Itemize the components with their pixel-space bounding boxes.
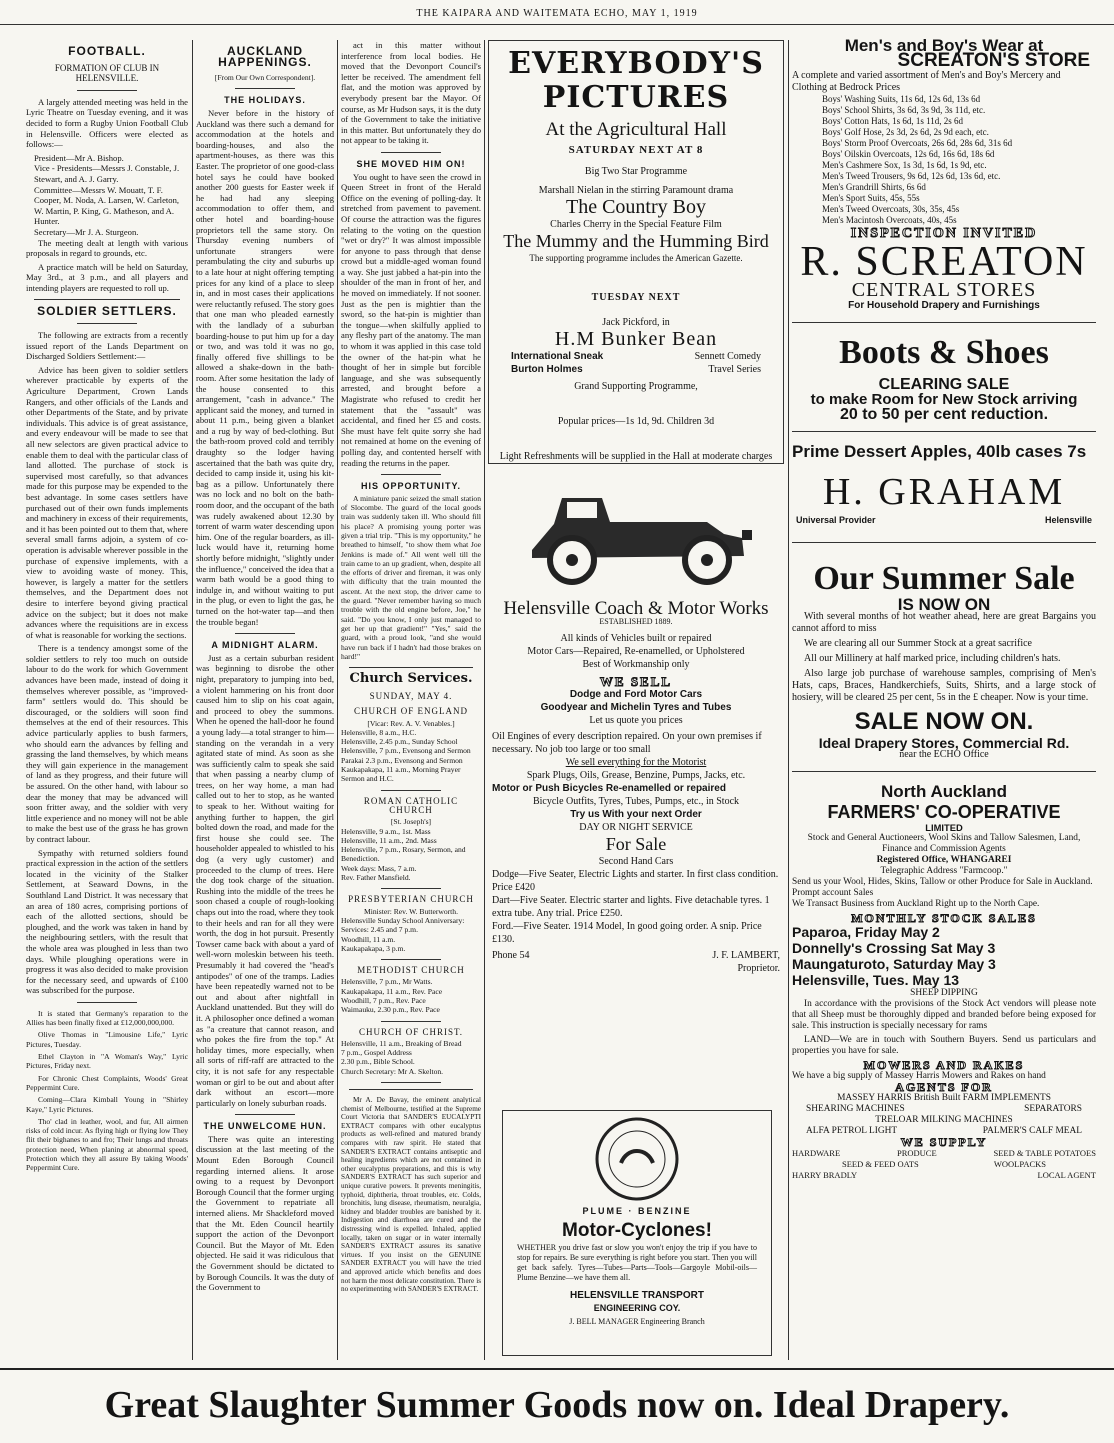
column-three — [341, 40, 481, 1297]
screaton-item: Men's Tweed Trousers, 9s 6d, 12s 6d, 13s 6d, etc. — [822, 171, 1001, 181]
farmers-send: Send us your Wool, Hides, Skins, Tallow or other Produce for Sale in Auckland. Prompt account Sales — [792, 877, 1093, 898]
farmers-land: LAND—We are in touch with Southern Buyers. Send us particulars and properties you have for sale. — [792, 1035, 1096, 1056]
note: For Chronic Chest Complaints, Woods' Great Peppermint Cure. — [26, 1073, 188, 1092]
coach-bikes: Motor or Push Bicycles Re-enamelled or repaired — [492, 783, 726, 794]
divider — [349, 1089, 473, 1090]
church-line: Helensville, 2.45 p.m., Sunday School — [341, 737, 458, 747]
plume-logo — [577, 1117, 697, 1201]
football-heading: FOOTBALL. — [68, 44, 146, 58]
divider — [235, 88, 295, 89]
motor-car-illustration — [492, 468, 780, 598]
church-line: Helensville, 9 a.m., 1st. Mass — [341, 826, 431, 836]
summer-ideal: Ideal Drapery Stores, Commercial Rd. — [818, 735, 1070, 751]
screaton-title1: Men's and Boy's Wear at — [844, 36, 1044, 55]
hun-para: There was quite an interesting discussion at the last meeting of the Mount Eden Borough Council regarding interned aliens. It arose owing to a request by Devonport Borough Council that the former urging the Government to repatriate all interned aliens. Mr Shackleford moved that the Mt. Eden Council heartily support the action of the Devonport Council. But the Mayor of Mt. Eden objected. He said it was ridiculous that the Government should be dictated to by Borough Councils. It was the duty of the Government to — [196, 1133, 334, 1293]
holidays-para: Never before in the history of Auckland was there such a demand for accommodation at the hotels and boarding-houses, and also the apartment-houses, as there was this Easter. The proprietor of one good-class hotel says he could have booked another 200 guests for Easter week if he had had any sleeping accommodation to offer them, and other hotel and boarding-house proprietors tell the same story. On Thursday evening numbers of unfortunate strangers were perambulating the city and suburbs up to a late hour at night offering tempting prices for any kind of a place to sleep in, and in most cases their applications were reluctantly refused. The story goes that one man who pleaded earnestly with the landlady of a suburban boarding-house to put him up for a day or two, and was told it was no go, finally offered five shillings to be allowed a shake-down in the bath-room. After some hesitation the lady of the house consented to this arrangement, "cash in advance." The applicant said the money, and turned in about 11 p.m., being given a blanket and a rug by way of bed-clothing. But the bath-room proved cold and terribly draughty so the lodger having ascertained that the bath was quite dry, decided to camp inside it, using his kit-bag as a pillow. Unfortunately there was no lock and no bolt on the bath-room door, and the occupant of the bath was rudely awakened about 12.30 by torrent of warm water descending upon him. One of the regular boarders, as ill-luck would have it, returning home shortly before midnight, "slightly under the influence," conceived the idea that a warm bath would be a good thing to indulge in, and without waiting to put in the plug, or even to light the gas, he turned on the hot-water tap—and then the trouble began! — [196, 108, 334, 627]
farmers-transact: We Transact Business from Auckland Right up to the North Cape. — [792, 899, 1040, 909]
farmers-dip-text: In accordance with the provisions of the Stock Act vendors will please note that all Sheep must be thoroughly dipped and branded before being exposed for sale. This instruction is specially necessary for rams — [792, 999, 1096, 1031]
church-line: Kaukapakapa, 11 a.m., Morning Prayer Sermon and H.C. — [341, 765, 461, 784]
football-para: Committee—Messrs W. Mouatt, T. F. Cooper, M. Noda, A. Larsen, W. Carleton, W. Martin, P. King, G. Matheson, and A. Hunter. — [34, 184, 180, 227]
coach-plugs: Spark Plugs, Oils, Grease, Benzine, Pumps, Jacks, etc. — [526, 770, 746, 781]
screaton-name: R. SCREATON — [800, 239, 1088, 285]
divider — [77, 90, 137, 91]
pictures-film2: The Mummy and the Humming Bird — [503, 231, 769, 251]
pictures-extra: International Sneak — [511, 351, 604, 362]
plume-co: HELENSVILLE TRANSPORT — [570, 1290, 704, 1301]
coach-dodge: Dodge and Ford Motor Cars — [569, 689, 703, 700]
farmers-monthly: MONTHLY STOCK SALES — [851, 911, 1037, 925]
farmers-ag: SEPARATORS — [1024, 1104, 1082, 1114]
farmers-t1: North Auckland — [881, 782, 1007, 801]
midnight-heading: A MIDNIGHT ALARM. — [211, 640, 319, 651]
church-section-heading: CHURCH OF CHRIST. — [358, 1026, 464, 1037]
church-line: Helensville, 7 p.m., Mr Watts. — [341, 977, 433, 987]
moved-para: You ought to have seen the crowd in Queen Street in front of the Herald Office on the evening of polling-day. It stretched from pavement to pavement. Of course the attraction was the figures relating to the voting on the question "wet or dry?" It was almost impossible for anyone to pass through that dense crowd but a middle-aged woman found a way. She just jabbed a hat-pin into the shoulder of the man in front of her, and he moved on immediately. If not sooner. Just as the pen is mightier than the sword, so the hat-pin is mightier than the tongue—when skilfully applied to any fleshy part of the anatomy. The man to whom it was applied in this case told the owner of the hat-pin what he thought of her in simple but forcible language, and she was subsequently arrested, and brought before a Magistrate who refused to credit her statement that the "assault" was accidental, and fined her £5 and costs. She must have felt quite sorry she had not remained at home on the evening of polling day, and contented herself with reading the returns in the paper. — [341, 171, 481, 468]
pictures-when: SATURDAY NEXT AT 8 — [568, 144, 704, 156]
coach-sale: For Sale — [605, 834, 667, 854]
plume-co2: ENGINEERING COY. — [593, 1303, 681, 1313]
farmers-ag: SHEARING MACHINES — [806, 1104, 905, 1114]
graham-town: Helensville — [1044, 515, 1092, 525]
farmers-supply-item: SEED & TABLE POTATOES — [993, 1148, 1096, 1158]
plume-text: WHETHER you drive fast or slow you won't enjoy the trip if you have to stop for repairs. Be sure everything is right before you start. Then you will get back safely. Tyres—Tubes—Parts—Tools—Gargoyle Mobil-oils—Plume Benzine—we have them all. — [517, 1243, 757, 1282]
column-auckland — [196, 40, 334, 1296]
farmers-ad — [792, 782, 1096, 1181]
bottom-banner: Great Slaughter Summer Goods now on. Ideal Drapery. — [104, 1384, 1010, 1426]
screaton-invite: INSPECTION INVITED — [850, 226, 1038, 241]
screaton-intro: A complete and varied assortment of Men's and Boy's Mercery and Clothing at Bedrock Prices — [792, 70, 1061, 93]
farmers-sale-date: Helensville, Tues. May 13 — [792, 972, 960, 988]
church-section-sub: Minister: Rev. W. Butterworth. — [363, 906, 458, 916]
note: Ethel Clayton in "A Woman's Way," Lyric Pictures, Friday next. — [26, 1052, 188, 1071]
coach-line: Best of Workmanship only — [582, 659, 690, 670]
pictures-venue: At the Agricultural Hall — [545, 119, 727, 140]
farmers-ag: ALFA PETROL LIGHT — [806, 1126, 898, 1136]
screaton-items — [792, 94, 1096, 226]
divider — [792, 771, 1096, 772]
column-football — [26, 40, 188, 1176]
farmers-ag: MASSEY HARRIS British Built FARM IMPLEMENTS — [837, 1093, 1051, 1103]
graham-apples: Prime Dessert Apples, 40lb cases 7s — [792, 442, 1087, 461]
column-rule — [192, 40, 193, 1360]
divider — [381, 152, 441, 153]
summer-para: We are clearing all our Summer Stock at a great sacrifice — [804, 638, 1032, 649]
farmers-tele: Telegraphic Address "Farmcoop." — [880, 866, 1008, 876]
screaton-item: Boys' Oilskin Overcoats, 12s 6d, 16s 6d, 18s 6d — [822, 149, 995, 159]
graham-room: to make Room for New Stock arriving — [810, 391, 1078, 408]
soldier-para: There is a tendency amongst some of the soldier settlers to rely too much on outside labour to do the work for which Government advances have been made, instead of doing it themselves wherever possible, as "improved-farm" settlers would do. This should be discouraged, or the soldiers will soon find themselves at the end of their resources. This advice particularly applies to bush farmers, who should earn the advances by felling and grassing the land themselves, by which means they will gain experience in the management of land as they progress, and their future will be assured. On the other hand, with labour so dear the money that may be advanced will soon fritter away, and the soldier with very little experience and no money will not be able to make the best use of the grass he has grown by contract labour. — [26, 643, 188, 844]
screaton-item: Men's Cashmere Sox, 1s 3d, 1s 6d, 1s 9d, etc. — [822, 160, 987, 170]
football-para: The meeting dealt at length with various proposals in regard to grounds, etc. — [26, 237, 188, 259]
plume-logo-text: PLUME · BENZINE — [582, 1206, 692, 1216]
screaton-item: Boys' Washing Suits, 11s 6d, 12s 6d, 13s 6d — [822, 94, 981, 104]
screaton-tag: For Household Drapery and Furnishings — [848, 300, 1040, 311]
church-line: Helensville, 7 p.m., Evensong and Sermon — [341, 746, 471, 756]
divider — [792, 322, 1096, 323]
column-rule — [788, 40, 789, 1360]
church-section-sub: [St. Joseph's] — [390, 817, 432, 827]
pictures-star3: Jack Pickford, in — [602, 317, 670, 328]
church-section-heading: ROMAN CATHOLIC CHURCH — [363, 795, 459, 815]
farmers-ag: PALMER'S CALF MEAL — [982, 1126, 1082, 1136]
coach-oil: Oil Engines of every description repaired. On your own premises if necessary. No job too large or too small — [492, 731, 762, 755]
divider — [381, 1021, 441, 1022]
screaton-item: Men's Tweed Overcoats, 30s, 35s, 45s — [822, 204, 960, 214]
church-line: Woodhill, 7 p.m., Rev. Pace — [341, 996, 426, 1005]
farmers-ag: TRELOAR MILKING MACHINES — [875, 1115, 1013, 1125]
divider — [235, 633, 295, 634]
pictures-film1: The Country Boy — [566, 196, 706, 218]
divider — [792, 542, 1096, 543]
screaton-store: CENTRAL STORES — [851, 279, 1037, 301]
farmers-desc: Stock and General Auctioneers, Wool Skins and Tallow Salesmen, Land, Finance and Commission Agents — [807, 833, 1081, 854]
graham-clearing: CLEARING SALE — [878, 376, 1010, 393]
sanders-ad: Mr A. De Bavay, the eminent analytical chemist of Melbourne, testified at the Supreme Court Victoria that SANDER'S EUCALYPTI EXTRACT compares with other eucalyptus products as well-refined and matured brandy compares with raw spirit. He stated that SANDER'S EXTRACT contains antiseptic and healing ingredients which are not contained in other eucalyptus preparations, and this is why SANDER'S EXTRACT has such superior and unique curative powers. It prevents meningitis, typhoid, diphtheria, throat troubles, etc. Colds, bronchitis, lung disease, rheumatism, neuralgia, kidney and bladder troubles are banished by it. Indigestion and diarrhoea are cured and the distressing wind is expelled. Inhaled, applied locally, taken on sugar or in water internally SANDER'S EXTRACT assures its sanative virtues. If you insist on the GENUINE SANDER EXTRACT you will have the tried and approved article which benefits and does not harm the most delicate constitution. There is no experimenting with SANDER'S EXTRACT. — [341, 1096, 481, 1294]
soldier-para: Sympathy with returned soldiers found practical expression in the action of the settlers located in the vicinity of the Stalker Settlement, at Seaward Downs, in the Southland Land District. It was necessary that an area of 180 acres, comprising portions of each of the allotted sections, should be ploughed, and the work was taken in hand by the neighbouring settlers, with the result that the whole area was ploughed in less than two days. While ploughing operations were in progress it was also decided to make provision for the necessary seed, and upwards of £100 was subscribed for the purpose. — [26, 847, 188, 996]
farmers-supply-item: HARDWARE — [792, 1148, 841, 1158]
soldier-heading: SOLDIER SETTLERS. — [37, 304, 177, 319]
pictures-extra: Burton Holmes — [511, 364, 583, 375]
coach-car: Ford.—Five Seater. 1914 Model, In good going order. A snip. Price £130. — [492, 921, 762, 945]
farmers-supply-item: PRODUCE — [897, 1148, 937, 1158]
church-line: Woodhill, 11 a.m. — [341, 934, 396, 944]
masthead: THE KAIPARA AND WAITEMATA ECHO, MAY 1, 1919 — [416, 8, 698, 19]
divider — [381, 959, 441, 960]
football-subheading: FORMATION OF CLUB IN HELENSVILLE. — [54, 62, 160, 84]
banner-rule — [0, 1368, 1114, 1370]
coach-phone: Phone 54 — [492, 950, 530, 961]
screaton-item: Men's Sport Suits, 45s, 55s — [822, 193, 920, 203]
summer-para: All our Millinery at half marked price, including children's hats. — [804, 653, 1061, 664]
coach-tyres: Goodyear and Michelin Tyres and Tubes — [540, 702, 732, 713]
screaton-item: Men's Grandrill Shirts, 6s 6d — [822, 182, 926, 192]
summer-near: near the ECHO Office — [899, 749, 989, 760]
farmers-sale-date: Donnelly's Crossing Sat May 3 — [792, 940, 996, 956]
church-line: Waimauku, 2.30 p.m., Rev. Pace — [341, 1005, 440, 1015]
church-section-sub: [Vicar: Rev. A. V. Venables.] — [367, 718, 455, 728]
graham-pct: 20 to 50 per cent reduction. — [839, 406, 1049, 423]
screaton-ad — [792, 36, 1096, 312]
coach-title: Helensville Coach & Motor Works — [503, 598, 769, 619]
divider — [381, 790, 441, 791]
divider — [792, 431, 1096, 432]
screaton-item: Boys' Storm Proof Overcoats, 26s 6d, 28s 6d, 31s 6d — [822, 138, 1013, 148]
farmers-mowers-text: We have a big supply of Massey Harris Mowers and Rakes on hand — [792, 1071, 1046, 1081]
church-list — [341, 707, 481, 1083]
pictures-ad — [488, 40, 784, 464]
church-line: Helensville, 7 p.m., Rosary, Sermon, and Benediction. — [341, 845, 466, 864]
coach-day: DAY OR NIGHT SERVICE — [579, 822, 693, 833]
pictures-prices: Popular prices—1s 1d, 9d. Children 3d — [557, 416, 715, 427]
farmers-supply: WE SUPPLY — [900, 1135, 988, 1149]
masthead-rule — [0, 24, 1114, 25]
soldier-para: The following are extracts from a recently issued report of the Lands Department on Discharged Soldiers Settlement:— — [26, 330, 188, 362]
summer-title: Our Summer Sale — [813, 560, 1075, 597]
football-para: Secretary—Mr J. A. Sturgeon. — [34, 226, 139, 237]
football-para: Vice - Presidents—Messrs J. Constable, J. Stewart, and A. J. Garry. — [34, 163, 180, 184]
church-section-heading: PRESBYTERIAN CHURCH — [348, 894, 474, 905]
divider — [77, 323, 137, 324]
note: Coming—Clara Kimball Young in "Shirley Kaye," Lyric Pictures. — [26, 1095, 188, 1114]
graham-prov: Universal Provider — [796, 515, 876, 525]
pictures-grand: Grand Supporting Programme, — [574, 381, 698, 392]
coach-est: ESTABLISHED 1889. — [599, 617, 673, 626]
coach-ad — [488, 464, 784, 975]
divider — [34, 299, 180, 300]
screaton-item: Boys' Cotton Hats, 1s 6d, 1s 11d, 2s 6d — [822, 116, 964, 126]
divider — [77, 1002, 137, 1003]
farmers-office: Registered Office, WHANGAREI — [876, 855, 1012, 865]
church-line: 2.30 p.m., Bible School. — [341, 1057, 415, 1067]
note: Olive Thomas in "Limousine Life," Lyric Pictures, Tuesday. — [26, 1030, 188, 1049]
coach-car: Dodge—Five Seater, Electric Lights and starter. In first class condition. Price £420 — [492, 869, 779, 893]
auckland-heading: AUCKLAND HAPPENINGS. — [218, 44, 312, 69]
opportunity-heading: HIS OPPORTUNITY. — [360, 481, 461, 492]
pictures-film3: H.M Bunker Bean — [554, 328, 718, 350]
summer-para: With several months of hot weather ahead, here are great Bargains you cannot afford to miss — [792, 611, 1096, 634]
church-line: Kaukapakapa, 3 p.m. — [341, 943, 406, 953]
screaton-item: Boys' Golf Hose, 2s 3d, 2s 6d, 2s 9d each, etc. — [822, 127, 989, 137]
moved-heading: SHE MOVED HIM ON! — [356, 158, 466, 169]
plume-ad — [502, 1110, 772, 1356]
soldier-para: Advice has been given to soldier settlers wherever practicable by experts of the Agriculture Department, Crown Lands Rangers, and other officials of the Lands and other Departments of the State, and by private individuals. This advice is of great assistance, and every endeavour will be made to see that all new selectors are given practical advice to enable them to deal with the particular class of land allotted. The purchase of stock is supervised most carefully, so that advances made for this purpose may be expended to the best advantage. In some cases settlers have purchased out of their own funds implements and machinery in excess of their requirements, and it has been pointed out to them that, where several small farms adjoin, a system of co-operation is advisable wherever possible in the purchase of expensive implements, with a view to avoiding waste of money. This, however, is largely a matter for the settlers themselves, and the Department does not desire to interfere beyond giving practical advice on the subject; but it does not make advances where the requisitions are in excess of what is reasonable for working the sections. — [26, 364, 188, 640]
coach-car: Dart—Five Seater. Electric starter and lights. Five detachable tyres. 1 extra tube. Any trial. Price £250. — [492, 895, 770, 919]
hun-continued: act in this matter without interference from local bodies. He moved that the Devonport Council's letter be received. The amendment fell flat, and the motion was approved by everybody present bar the Mayor. Of course, as Mr Hudson says, it is the duty of the Government to take the initiative in this matter. But unfortunately they do not appear to be taking it. — [341, 40, 481, 146]
pictures-star1: Marshall Nielan in the stirring Paramount drama — [538, 185, 734, 196]
football-para: A practice match will be held on Saturday, May 3rd., at 3 p.m., and all players and intending players are requested to roll up. — [26, 261, 188, 293]
coach-outfits: Bicycle Outfits, Tyres, Tubes, Pumps, etc., in Stock — [532, 796, 740, 807]
summer-sale: SALE NOW ON. — [854, 708, 1034, 735]
summer-ad — [792, 559, 1096, 761]
summer-now: IS NOW ON — [897, 595, 991, 614]
pictures-tues: TUESDAY NEXT — [591, 292, 681, 303]
screaton-title2: SCREATON'S STORE — [897, 50, 1090, 71]
church-line: 7 p.m., Gospel Address — [341, 1048, 412, 1058]
coach-prop: J. F. LAMBERT, — [712, 950, 780, 961]
screaton-item: Boys' School Shirts, 3s 6d, 3s 9d, 3s 11d, etc. — [822, 105, 986, 115]
auckland-byline: [From Our Own Correspondent]. — [214, 73, 316, 83]
coach-try: Try us With your next Order — [570, 809, 702, 820]
church-line: Helensville, 8 a.m., H.C. — [341, 727, 417, 737]
church-line: Rev. Father Mansfield. — [341, 873, 411, 883]
coach-sell: WE SELL — [599, 674, 673, 689]
hun-heading: THE UNWELCOME HUN. — [203, 1121, 327, 1132]
screaton-item: Men's Macintosh Overcoats, 40s, 45s — [822, 215, 957, 225]
farmers-t2: FARMERS' CO-OPERATIVE — [827, 802, 1061, 822]
plume-title: Motor-Cyclones! — [562, 1220, 712, 1241]
plume-mgr: J. BELL MANAGER Engineering Branch — [569, 1317, 705, 1326]
football-para: A largely attended meeting was held in the Lyric Theatre on Tuesday evening, and it was decided to form a Rugby Union Football Club in Helensville. Officers were elected as follows:— — [26, 96, 188, 150]
church-section-heading: CHURCH OF ENGLAND — [353, 706, 468, 717]
coach-second: Second Hand Cars — [598, 856, 674, 867]
pictures-support: The supporting programme includes the American Gazette. — [529, 253, 743, 263]
divider — [235, 1114, 295, 1115]
farmers-ltd: LIMITED — [925, 822, 963, 833]
farmers-sale-date: Maungaturoto, Saturday May 3 — [792, 956, 996, 972]
note: It is stated that Germany's reparation to the Allies has been finally fixed at £12,000,000,000. — [26, 1008, 188, 1028]
coach-line: All kinds of Vehicles built or repaired — [560, 633, 712, 644]
graham-ad — [792, 333, 1096, 526]
divider — [381, 888, 441, 889]
column-rule — [484, 40, 485, 1360]
divider — [349, 667, 473, 668]
church-date: SUNDAY, MAY 4. — [369, 690, 453, 701]
coach-quote: Let us quote you prices — [589, 715, 683, 726]
column-ads-middle — [488, 40, 784, 1326]
coach-proptitle: Proprietor. — [737, 963, 780, 974]
pictures-star2: Charles Cherry in the Special Feature Film — [550, 219, 722, 230]
farmers-sale-date: Paparoa, Friday May 2 — [792, 924, 940, 940]
church-line: Church Secretary: Mr A. Skelton. — [341, 1066, 444, 1076]
farmers-mowers: MOWERS AND RAKES — [863, 1058, 1025, 1072]
poem: Tho' clad in leather, wool, and fur, All airmen risks of cold incur. As flying high or flying low They flit their bighanes to and fro; Their lungs and throats protection need, When planing at abnormal speed, Protection which they all assure By taking Woods' Peppermint Cure. — [26, 1116, 188, 1173]
pictures-extra: Travel Series — [708, 364, 761, 375]
graham-boots: Boots & Shoes — [839, 334, 1049, 371]
church-line: Helensville Sunday School Anniversary: Services: 2.45 and 7 p.m. — [341, 915, 465, 935]
pictures-prog: Big Two Star Programme — [584, 166, 688, 177]
column-ads-right — [792, 36, 1096, 1181]
farmers-agent: HARRY BRADLY — [792, 1170, 858, 1180]
divider — [381, 474, 441, 475]
coach-line: Motor Cars—Repaired, Re-enamelled, or Upholstered — [527, 646, 745, 657]
church-line: Parakai 2.3 p.m., Evensong and Sermon — [341, 755, 463, 765]
church-line: Kaukapakapa, 11 a.m., Rev. Pace — [341, 986, 443, 996]
church-section-heading: METHODIST CHURCH — [357, 965, 465, 976]
column-rule — [337, 40, 338, 1360]
midnight-para: Just as a certain suburban resident was beginning to disrobe the other night, preparatory to jumping into bed, a violent hammering on his front door caused him to slip on his coat again, and proceed to obey the summons. When he opened the hall-door he found a young lady—a total stranger to him—standing on the verandah in a very agitated state of mind. As soon as she was sufficiently calm to speak she said that when passing a nearby clump of trees, on her way home, a man had called out to her to stop, as he wanted to speak to her. Without waiting for anything further to happen, the girl bolted down the road, and made for the first house she could see. The householder appealed to whistled to his dog (a very ugly customer) and proceeded to the clump of trees. Here the dog took charge of the situation. Rushing into the middle of the trees he soon chased a couple of rough-looking chaps out into the road, where they took to their heels and ran for all they were worth, the dog in hot pursuit. Presently Towser came back with about a yard of well-worn moleskin between his teeth. Presumably it had covered the "head's antipodes" of one of the tramps. Ladies have been repeatedly warned not to be out and about after nightfall in Auckland unattended. But they will do it. A philosopher once defined a woman as "a creature that cannot reason, and who pokes the fire from the top." At holiday times, more especially, when all sorts of riff-raff are attracted to the city, it is not safe for any respectable woman or girl to be out and about after dark without an escort—more particularly on lonely suburban roads. — [196, 652, 334, 1108]
coach-motorist: We sell everything for the Motorist — [565, 757, 707, 768]
church-heading: Church Services. — [349, 671, 473, 687]
farmers-agents: AGENTS FOR — [895, 1080, 993, 1094]
church-line: Helensville, 11 a.m., 2nd. Mass — [341, 835, 437, 845]
football-para: President—Mr A. Bishop. — [34, 152, 124, 163]
farmers-sales — [792, 924, 1096, 988]
farmers-agent-title: LOCAL AGENT — [1037, 1170, 1096, 1180]
holidays-heading: THE HOLIDAYS. — [224, 95, 306, 106]
farmers-dip: SHEEP DIPPING — [910, 988, 978, 998]
farmers-supply-item: SEED & FEED OATS — [842, 1159, 919, 1169]
church-line: Helensville, 11 a.m., Breaking of Bread — [341, 1038, 462, 1048]
pictures-title: EVERYBODY'S PICTURES — [508, 46, 764, 115]
graham-name: H. GRAHAM — [822, 471, 1066, 513]
farmers-supply-item: WOOLPACKS — [993, 1159, 1046, 1169]
pictures-refresh: Light Refreshments will be supplied in the Hall at moderate charges — [499, 451, 773, 462]
divider — [381, 1082, 441, 1083]
summer-para: Also large job purchase of warehouse samples, comprising of Men's Hats, caps, Braces, Handkerchiefs, Suits, Shirts, and a large stock of hosiery, will be cleared 25 per cent, 5s in the £ cheaper. Now is your time. — [792, 668, 1096, 703]
church-line: Week days: Mass, 7 a.m. — [341, 863, 417, 873]
opportunity-para: A miniature panic seized the small station of Slocombe. The guard of the local goods train was suddenly taken ill. Who should fill his place? A promising young porter was given a trial trip. "This is my opportunity," he breathed to himself, "to show them what Joe Jenkins is made of." All went well till the train came to an up gradient, when, despite all the efforts of driver and fireman, it was only with difficulty that the train mounted the ascent. At the next stop, the driver came to the guard. "Never remember having so much trouble with the old engine before, Joe," he said. "Do you know, I only just managed to get her up that gradient!" "Yes," said the guard, with a proud look, "and she would have run back if I hadn't had those brakes on hard!" — [341, 493, 482, 661]
pictures-extra: Sennett Comedy — [694, 351, 761, 362]
